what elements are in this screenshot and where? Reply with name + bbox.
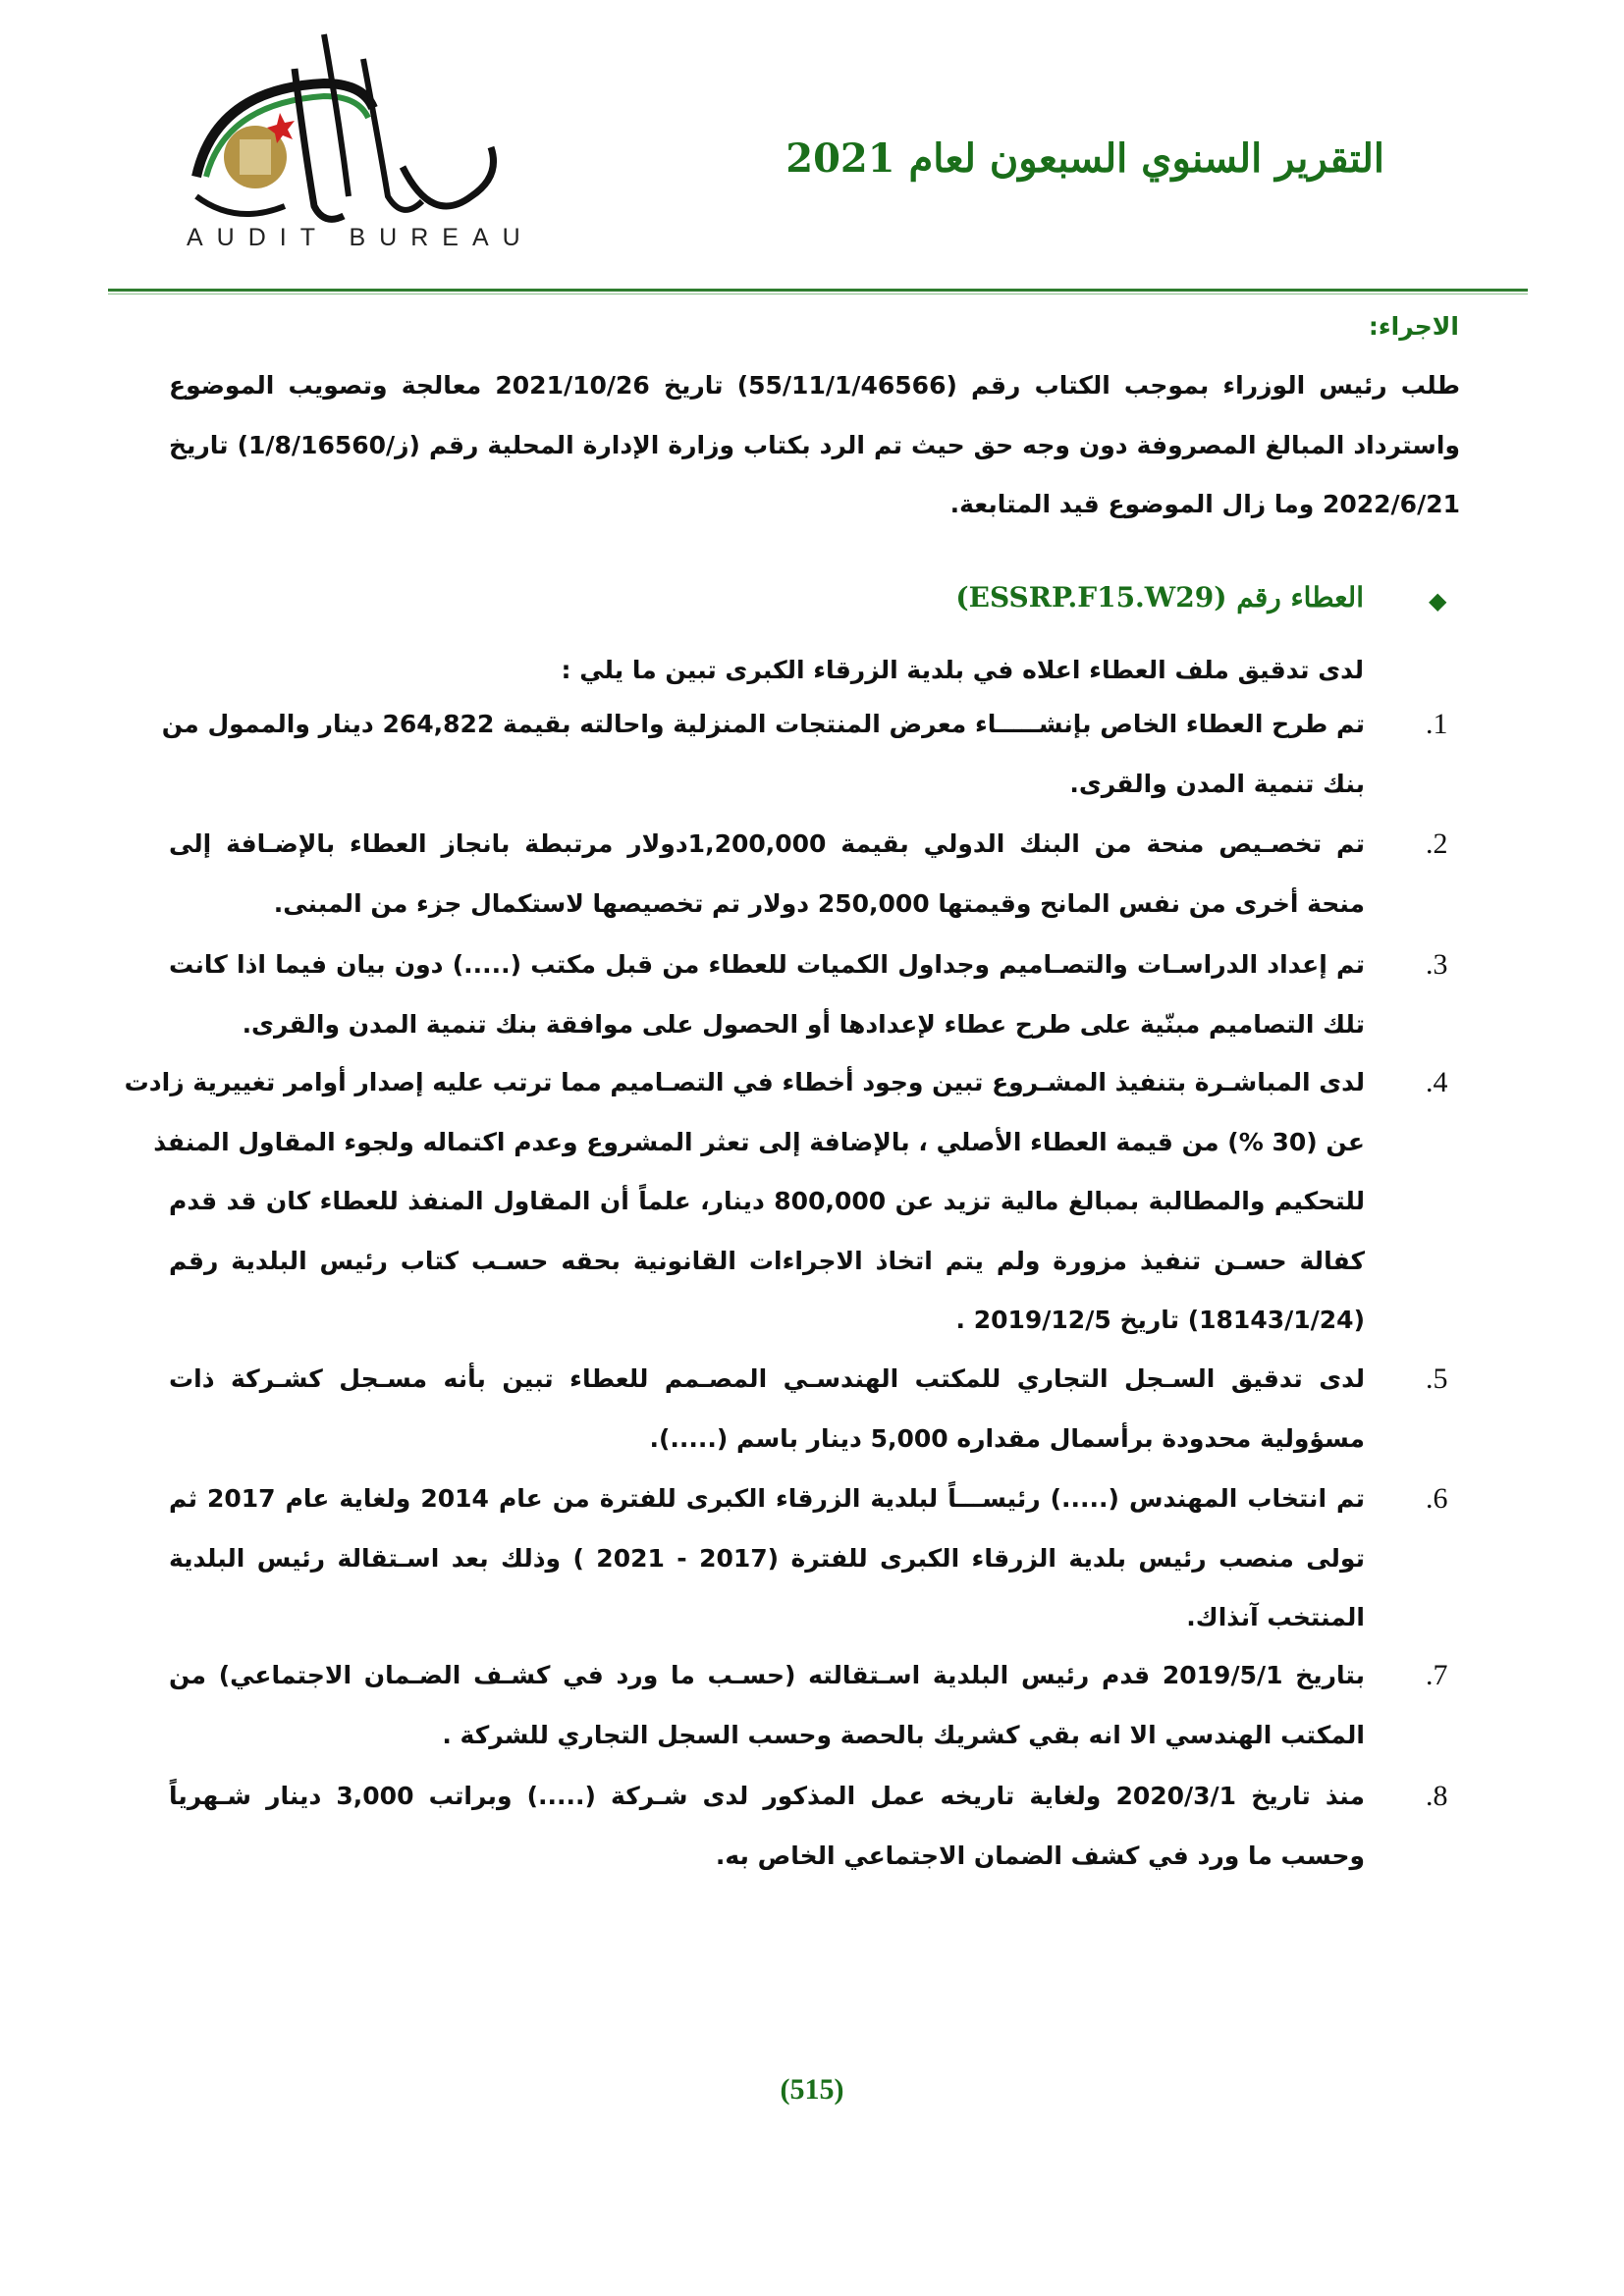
item-line: عن (30 %) من قيمة العطاء الأصلي ، بالإضافة إلى تعثر المشروع وعدم اكتماله ولجوء المقاول المنفذ (153, 1127, 1365, 1156)
item-number: .4 (1426, 1066, 1448, 1098)
item-number: .1 (1426, 708, 1448, 740)
item-line: منحة أخرى من نفس المانح وقيمتها 250,000 دولار تم تخصيصها لاستكمال جزء من المبنى. (273, 888, 1365, 918)
item-line: تولى منصب رئيس بلدية الزرقاء الكبرى للفترة (2017 - 2021 ) وذلك بعد اسـتقالة رئيس البلدية (169, 1543, 1365, 1573)
item-line: المكتب الهندسي الا انه بقي كشريك بالحصة وحسب السجل التجاري للشركة . (442, 1720, 1365, 1749)
header-divider (108, 289, 1528, 292)
item-line: تم طرح العطاء الخاص بإنشـــــاء معرض المنتجات المنزلية واحالته بقيمة 264,822 دينار والممول من (161, 710, 1365, 738)
action-line: واسترداد المبالغ المصروفة دون وجه حق حيث تم الرد بكتاب وزارة الإدارة المحلية رقم (ز/1/8/16560) تاريخ (169, 430, 1461, 459)
item-line: تم تخصـيص منحة من البنك الدولي بقيمة 1,200,000دولار مرتبطة بانجاز العطاء بالإضـافة إلى (169, 829, 1366, 858)
item-line: لدى تدقيق السـجل التجاري للمكتب الهندسـي المصـمم للعطاء تبين بأنه مسـجل كشـركة ذات (169, 1364, 1365, 1393)
diamond-bullet-icon: ◆ (1429, 587, 1447, 614)
page-number: (515) (780, 2073, 844, 2106)
section-heading: العطاء رقم (ESSRP.F15.W29) (955, 581, 1364, 614)
action-line: 2022/6/21 وما زال الموضوع قيد المتابعة. (949, 490, 1460, 518)
item-line: تم انتخاب المهندس (.....) رئيســـاً لبلدية الزرقاء الكبرى للفترة من عام 2014 ولغاية عام 2017 ثم (169, 1484, 1366, 1513)
item-line: لدى المباشـرة بتنفيذ المشـروع تبين وجود أخطاء في التصـاميم مما ترتب عليه إصدار أوامر تغييرية زادت (124, 1068, 1365, 1096)
report-title: التقرير السنوي السبعون لعام 2021 (785, 135, 1384, 182)
item-line: تلك التصاميم مبنّية على طرح عطاء لإعدادها أو الحصول على موافقة بنك تنمية المدن والقرى. (242, 1009, 1365, 1039)
item-line: منذ تاريخ 2020/3/1 ولغاية تاريخه عمل المذكور لدى شـركة (.....) وبراتب 3,000 دينار شـهرياً (169, 1782, 1365, 1810)
item-line: كفالة حسـن تنفيذ مزورة ولم يتم اتخاذ الاجراءات القانونية بحقه حسـب كتاب رئيس البلدية رقم (169, 1246, 1365, 1275)
item-line: للتحكيم والمطالبة بمبالغ مالية تزيد عن 800,000 دينار، علماً أن المقاول المنفذ للعطاء كان قد قدم (169, 1187, 1365, 1215)
logo-text-en: AUDIT BUREAU (187, 224, 534, 251)
item-line: (18143/1/24) تاريخ 2019/12/5 . (955, 1306, 1365, 1334)
action-line: طلب رئيس الوزراء بموجب الكتاب رقم (55/11/1/46566) تاريخ 2021/10/26 معالجة وتصويب الموضوع (169, 371, 1460, 400)
item-line: تم إعداد الدراسـات والتصـاميم وجداول الكميات للعطاء من قبل مكتب (.....) دون بيان فيما اذا كانت (169, 950, 1365, 979)
action-label: الاجراء: (1368, 312, 1459, 341)
item-line: مسؤولية محدودة برأسمال مقداره 5,000 دينار باسم (.....). (649, 1423, 1365, 1453)
item-number: .6 (1426, 1482, 1448, 1515)
item-line: بتاريخ 2019/5/1 قدم رئيس البلدية اسـتقالته (حسـب ما ورد في كشـف الضـمان الاجتماعي) من (169, 1661, 1365, 1689)
item-number: .8 (1426, 1780, 1448, 1812)
item-number: .5 (1426, 1362, 1448, 1395)
item-line: بنك تنمية المدن والقرى. (1069, 769, 1365, 798)
item-number: .3 (1426, 948, 1448, 981)
item-number: .7 (1426, 1659, 1448, 1691)
item-line: وحسب ما ورد في كشف الضمان الاجتماعي الخاص به. (715, 1841, 1365, 1870)
item-line: المنتخب آنذاك. (1186, 1603, 1365, 1631)
item-number: .2 (1426, 828, 1448, 860)
section-intro: لدى تدقيق ملف العطاء اعلاه في بلدية الزرقاء الكبرى تبين ما يلي : (561, 656, 1364, 684)
